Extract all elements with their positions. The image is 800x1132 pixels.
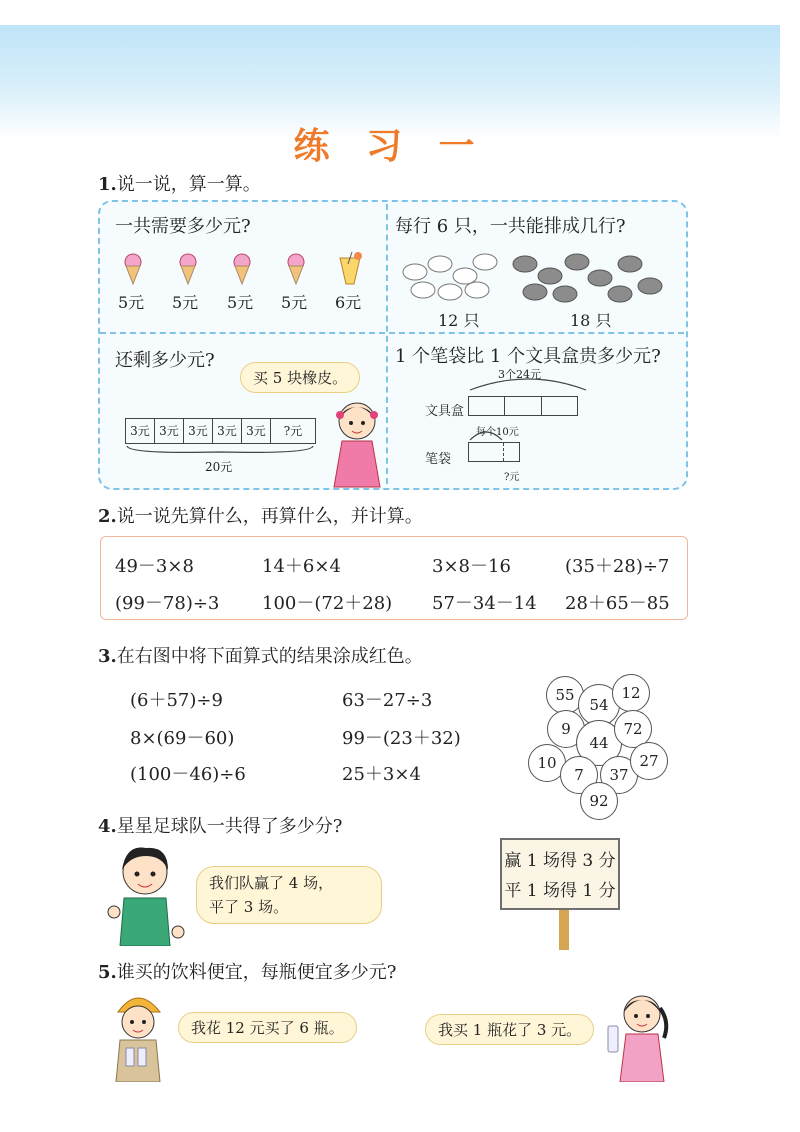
- q1d-question: 1 个笔袋比 1 个文具盒贵多少元?: [395, 346, 661, 367]
- q4-number: 4.: [98, 816, 117, 837]
- expression: 25＋3×4: [342, 764, 421, 785]
- q4-text: 星星足球队一共得了多少分?: [116, 816, 343, 837]
- expression: (35＋28)÷7: [565, 556, 670, 577]
- ice-cream-row: [108, 250, 378, 290]
- box-top-label: 3个24元: [498, 368, 541, 381]
- q1-text: 说一说，算一算。: [116, 174, 261, 195]
- q2-number: 2.: [98, 506, 117, 527]
- girl-with-bottle-illustration: [604, 986, 674, 1082]
- rabbits-count-1: 12 只: [438, 311, 480, 330]
- price-1: 5元: [118, 293, 145, 312]
- bar-cell: 3元: [184, 419, 213, 443]
- q5-number: 5.: [98, 962, 117, 983]
- expression: 57－34－14: [432, 593, 537, 614]
- unknown-price-label: ?元: [504, 472, 520, 483]
- q1b-question: 每行 6 只，一共能排成几行?: [395, 216, 626, 237]
- bar-cell-unknown: ?元: [283, 424, 303, 438]
- q3-text: 在右图中将下面算式的结果涂成红色。: [116, 646, 423, 667]
- speech-bubble-boy-drinks: 我花 12 元买了 6 瓶。: [178, 1012, 357, 1043]
- q5-text: 谁买的饮料便宜，每瓶便宜多少元?: [116, 962, 397, 983]
- speech-bubble-girl-drinks: 我买 1 瓶花了 3 元。: [425, 1014, 594, 1045]
- expression: (6＋57)÷9: [130, 690, 223, 711]
- bubble-line-1: 我们队赢了 4 场，: [209, 874, 334, 892]
- sign-line-1: 赢 1 场得 3 分: [504, 851, 616, 871]
- bar-cell: 3元: [213, 419, 242, 443]
- rabbits-illustration: [395, 242, 675, 304]
- pencil-box-bar: [468, 396, 578, 416]
- small-arc-icon: [468, 428, 518, 442]
- flower-number[interactable]: 54: [578, 684, 620, 726]
- flower-number[interactable]: 92: [580, 782, 618, 820]
- expression: 28＋65－85: [565, 593, 670, 614]
- ice-cream-icon: [180, 254, 196, 284]
- q3-heading: [98, 642, 423, 668]
- score-sign: [500, 838, 620, 910]
- bar-total: 20元: [205, 460, 233, 474]
- speech-bubble-boy: [196, 866, 382, 924]
- sign-line-2: 平 1 场得 1 分: [504, 881, 616, 901]
- each-price-label: 每个10元: [476, 427, 519, 438]
- rabbits-count-2: 18 只: [570, 311, 612, 330]
- flower-number[interactable]: 9: [547, 710, 585, 748]
- q1a-question: 一共需要多少元?: [115, 216, 251, 237]
- q2-text: 说一说先算什么，再算什么，并计算。: [116, 506, 423, 527]
- juice-cup-icon: [340, 252, 362, 284]
- ice-cream-icon: [234, 254, 250, 284]
- girl-illustration: [326, 395, 388, 491]
- expression: (100－46)÷6: [130, 764, 246, 785]
- q4-heading: [98, 812, 342, 838]
- price-4: 5元: [281, 293, 308, 312]
- ice-cream-icon: [288, 254, 304, 284]
- q1c-question: 还剩多少元?: [115, 350, 215, 371]
- page-title: 练 习 一: [293, 126, 487, 167]
- expression: 8×(69－60): [130, 728, 235, 749]
- bubble-line-2: 平了 3 场。: [209, 898, 289, 916]
- expression: (99－78)÷3: [115, 593, 220, 614]
- flower-number[interactable]: 7: [560, 756, 598, 794]
- price-5: 6元: [335, 293, 362, 312]
- row-label-pencil-box: 文具盒: [425, 404, 465, 419]
- flower-number[interactable]: 55: [546, 676, 584, 714]
- row-label-pen-bag: 笔袋: [425, 452, 452, 467]
- ice-cream-icon: [125, 254, 141, 284]
- money-bar: [125, 418, 316, 444]
- q5-heading: [98, 958, 396, 984]
- bar-cell: 3元: [126, 419, 155, 443]
- boy-with-bottles-illustration: [108, 990, 168, 1082]
- price-3: 5元: [227, 293, 254, 312]
- sign-post: [559, 910, 569, 950]
- flower-number[interactable]: 37: [600, 756, 638, 794]
- q3-number: 3.: [98, 646, 117, 667]
- flower-number[interactable]: 27: [630, 742, 668, 780]
- bar-cell: 3元: [242, 419, 271, 443]
- flower-center[interactable]: 44: [576, 720, 622, 766]
- q2-heading: [98, 502, 423, 528]
- price-2: 5元: [172, 293, 199, 312]
- flower-number[interactable]: 10: [528, 744, 566, 782]
- q1-divider-horizontal: [100, 332, 684, 334]
- flower-number[interactable]: 12: [612, 674, 650, 712]
- pen-bag-bar: [468, 442, 520, 462]
- arc-brace-icon: [468, 374, 588, 392]
- expression: 49－3×8: [115, 556, 194, 577]
- expression: 3×8－16: [432, 556, 511, 577]
- expression: 99－(23＋32): [342, 728, 461, 749]
- number-flower: [520, 670, 670, 820]
- expression: 63－27÷3: [342, 690, 433, 711]
- boy-illustration: [100, 842, 190, 946]
- expression: 14＋6×4: [262, 556, 341, 577]
- speech-bubble-eraser: 买 5 块橡皮。: [240, 362, 360, 393]
- q1-number: 1.: [98, 174, 117, 195]
- flower-number[interactable]: 72: [614, 710, 652, 748]
- expression: 100－(72＋28): [262, 593, 393, 614]
- bar-cell: 3元: [155, 419, 184, 443]
- q1-heading: [98, 170, 261, 196]
